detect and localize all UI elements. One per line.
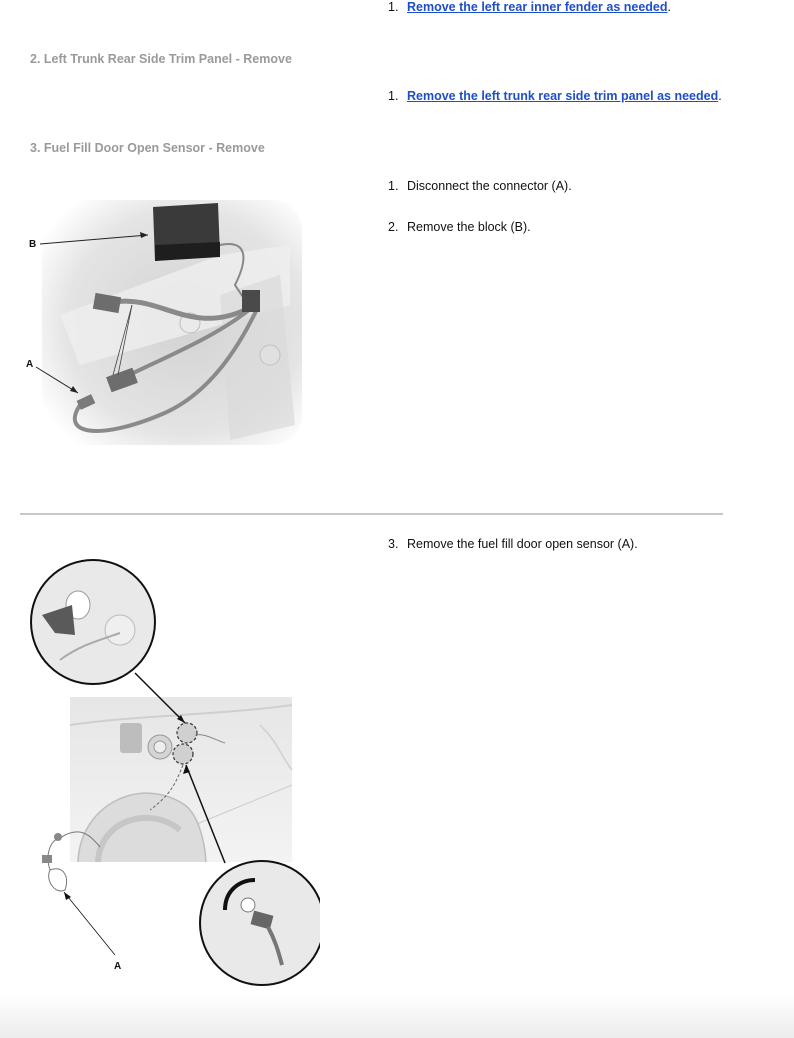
- callout-a: A: [114, 961, 122, 972]
- step-number: 1.: [388, 89, 399, 103]
- figure-connector-block: [20, 195, 305, 450]
- step-suffix: .: [667, 0, 671, 14]
- step-suffix: .: [718, 89, 722, 103]
- section-title-fuel-sensor: 3. Fuel Fill Door Open Sensor - Remove: [30, 141, 265, 155]
- step-number: 3.: [388, 537, 399, 551]
- page-footer-fade: [0, 995, 794, 1038]
- step-disconnect-connector: [388, 179, 572, 193]
- step-remove-trim-panel: [388, 89, 722, 103]
- step-text: Disconnect the connector (A).: [407, 179, 572, 193]
- step-remove-inner-fender: [388, 0, 671, 14]
- step-remove-sensor: [388, 537, 638, 551]
- link-remove-inner-fender[interactable]: Remove the left rear inner fender as needed: [407, 0, 668, 14]
- callout-b: B: [29, 239, 37, 250]
- figure-fuel-sensor: [20, 555, 320, 990]
- step-number: 1.: [388, 179, 399, 193]
- step-text: Remove the block (B).: [407, 220, 531, 234]
- step-number: 2.: [388, 220, 399, 234]
- callout-a: A: [26, 359, 34, 370]
- step-number: 1.: [388, 0, 399, 14]
- link-remove-trim-panel[interactable]: Remove the left trunk rear side trim panel as needed: [407, 89, 719, 103]
- section-title-trim-panel: 2. Left Trunk Rear Side Trim Panel - Remove: [30, 52, 292, 66]
- fuel-sensor-illustration: [20, 555, 320, 990]
- step-text: Remove the fuel fill door open sensor (A).: [407, 537, 638, 551]
- step-remove-block: [388, 220, 531, 234]
- section-divider: [20, 513, 723, 515]
- connector-block-illustration: [20, 195, 305, 450]
